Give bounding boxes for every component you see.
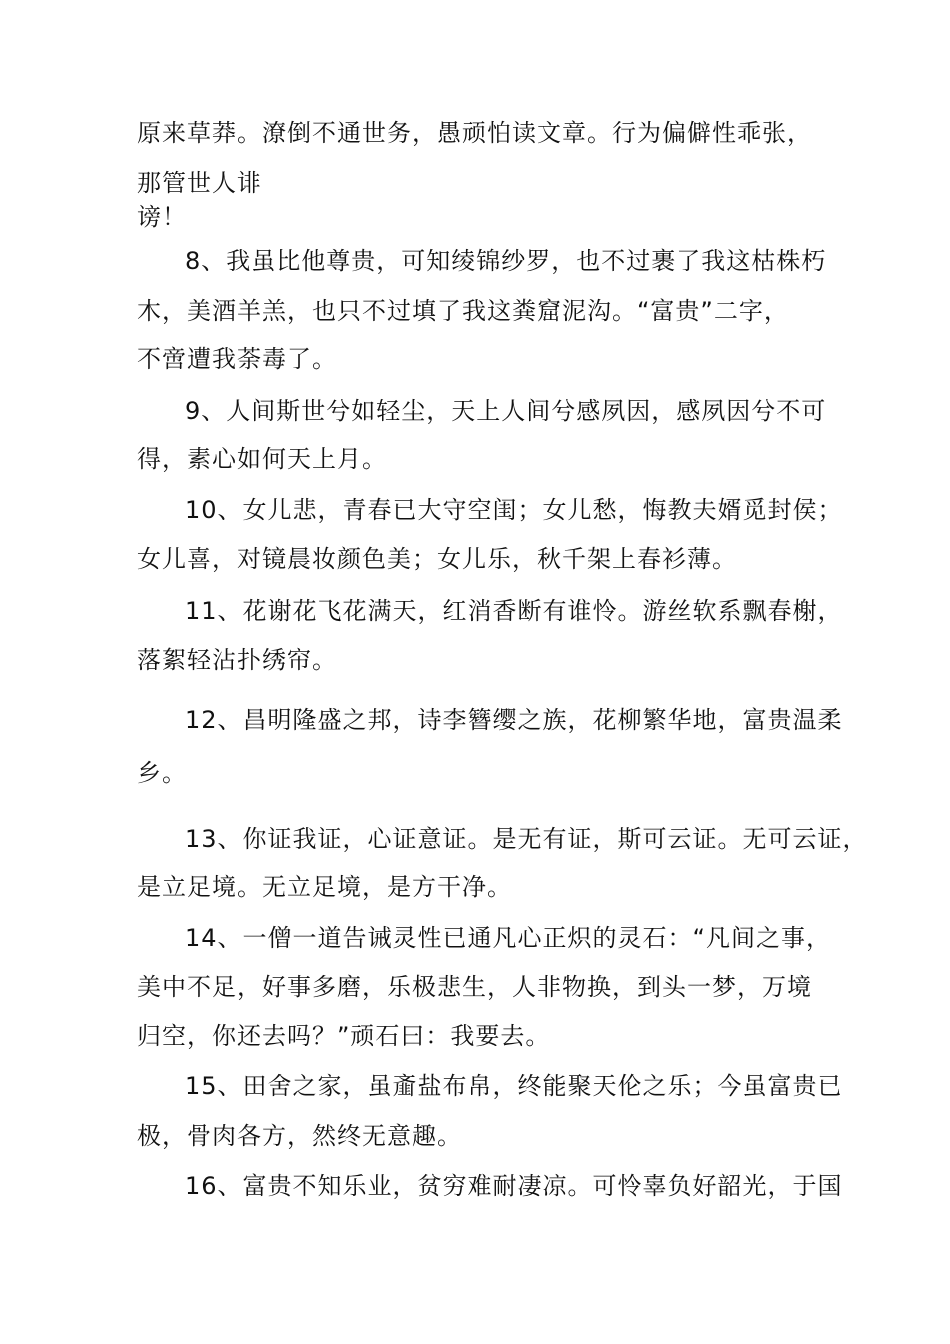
text-line: 8、我虽比他尊贵，可知绫锦纱罗，也不过裹了我这枯株朽 [185, 247, 827, 275]
text-line: 谤！ [137, 203, 187, 231]
text-line: 10、女儿悲，青春已大守空闺；女儿愁，悔教夫婿觅封侯； [185, 496, 843, 524]
text-line: 得，素心如何天上月。 [137, 445, 387, 473]
text-line: 15、田舍之家，虽齑盐布帛，终能聚天伦之乐；今虽富贵已 [185, 1072, 843, 1100]
text-line: 女儿喜，对镜晨妆颜色美；女儿乐，秋千架上春衫薄。 [137, 545, 737, 573]
text-line: 美中不足，好事多磨，乐极悲生，人非物换，到头一梦，万境 [137, 973, 812, 1001]
text-line: 那管世人诽 [137, 169, 262, 197]
text-line: 不啻遭我荼毒了。 [137, 345, 337, 373]
text-line: 木，美酒羊羔，也只不过填了我这粪窟泥沟。“富贵”二字， [137, 297, 789, 325]
text-line: 13、你证我证，心证意证。是无有证，斯可云证。无可云证， [185, 825, 868, 853]
text-line: 11、花谢花飞花满天，红消香断有谁怜。游丝软系飘春榭， [185, 597, 843, 625]
text-line: 原来草莽。潦倒不通世务，愚顽怕读文章。行为偏僻性乖张， [137, 119, 812, 147]
text-line: 是立足境。无立足境，是方干净。 [137, 873, 512, 901]
text-line: 14、一僧一道告诫灵性已通凡心正炽的灵石：“凡间之事， [185, 924, 831, 952]
text-line: 乡。 [137, 759, 187, 787]
text-line: 9、人间斯世兮如轻尘，天上人间兮感夙因，感夙因兮不可 [185, 397, 827, 425]
text-line: 落絮轻沾扑绣帘。 [137, 646, 337, 674]
text-line: 极，骨肉各方，然终无意趣。 [137, 1122, 462, 1150]
text-line: 12、昌明隆盛之邦，诗李簪缨之族，花柳繁华地，富贵温柔 [185, 706, 843, 734]
text-line: 16、富贵不知乐业，贫穷难耐凄凉。可怜辜负好韶光，于国 [185, 1172, 843, 1200]
text-line: 归空，你还去吗？”顽石曰：我要去。 [137, 1022, 551, 1050]
